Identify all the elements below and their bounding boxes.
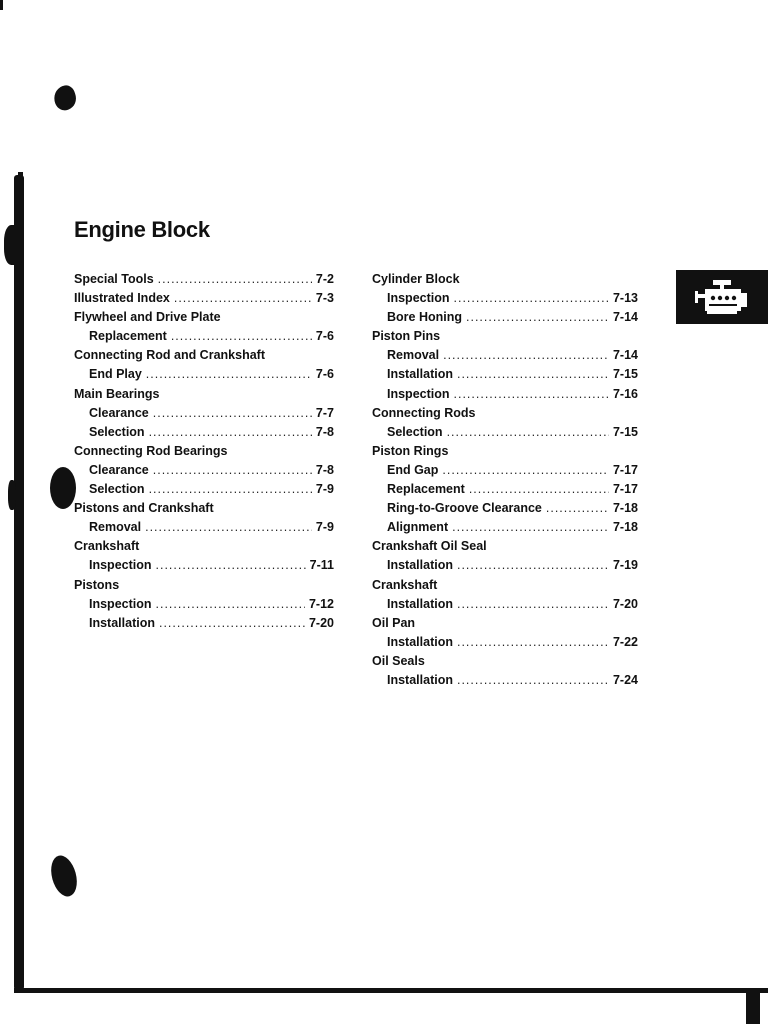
dot-leader — [158, 272, 312, 286]
toc-entry — [74, 406, 334, 425]
dot-leader — [454, 291, 609, 305]
dot-leader — [149, 425, 312, 439]
toc-entry — [74, 329, 334, 348]
toc-page-number: 7-11 — [309, 558, 334, 573]
dot-leader — [153, 463, 312, 477]
toc-entry-label: Installation — [387, 634, 453, 649]
toc-entry — [372, 635, 638, 654]
toc-page-number: 7-18 — [612, 520, 638, 535]
toc-entry-label: Installation — [387, 672, 453, 687]
toc-entry-label: Replacement — [89, 329, 167, 344]
scan-mark-corner — [0, 0, 3, 10]
toc-entry-label: Clearance — [89, 405, 149, 420]
punch-hole-bottom — [47, 853, 81, 900]
toc-entry — [372, 348, 638, 367]
toc-page-number: 7-7 — [315, 405, 334, 420]
toc-entry-label: Connecting Rods — [372, 405, 476, 420]
toc-entry-label: Pistons and Crankshaft — [74, 501, 214, 516]
binding-edge — [14, 175, 24, 990]
dot-leader — [454, 387, 609, 401]
page-title: Engine Block — [74, 217, 210, 242]
dot-leader — [457, 673, 609, 687]
dot-leader — [443, 348, 609, 362]
toc-heading — [74, 310, 334, 329]
toc-entry — [372, 558, 638, 577]
toc-page-number: 7-8 — [315, 424, 334, 439]
toc-entry-label: Connecting Rod Bearings — [74, 443, 228, 458]
toc-page-number: 7-14 — [612, 310, 638, 325]
dot-leader — [457, 367, 609, 381]
toc-page-number: 7-17 — [612, 462, 638, 477]
toc-page-number: 7-20 — [308, 615, 334, 630]
binding-edge-lump — [4, 225, 22, 265]
toc-page-number: 7-22 — [612, 634, 638, 649]
dot-leader — [156, 597, 305, 611]
section-tab — [676, 270, 768, 324]
dot-leader — [149, 482, 312, 496]
toc-entry-label: Selection — [387, 424, 443, 439]
toc-entry — [74, 616, 334, 635]
toc-page-number: 7-6 — [315, 367, 334, 382]
toc-entry-label: Clearance — [89, 462, 149, 477]
toc-page-number: 7-15 — [612, 367, 638, 382]
toc-entry-label: Connecting Rod and Crankshaft — [74, 348, 265, 363]
toc-entry — [372, 520, 638, 539]
dot-leader — [546, 501, 609, 515]
toc-entry — [372, 501, 638, 520]
toc-page-number: 7-8 — [315, 462, 334, 477]
toc-entry — [372, 367, 638, 386]
toc-heading — [372, 539, 638, 558]
toc-page-number: 7-18 — [612, 501, 638, 516]
toc-entry-label: Flywheel and Drive Plate — [74, 310, 221, 325]
toc-entry-label: Cylinder Block — [372, 272, 460, 286]
toc-entry — [74, 367, 334, 386]
dot-leader — [174, 291, 312, 305]
toc-entry — [74, 463, 334, 482]
toc-entry-label: Inspection — [387, 291, 450, 306]
engine-icon — [691, 277, 753, 317]
bottom-right-mark — [746, 990, 760, 1024]
toc-entry-label: End Play — [89, 367, 142, 382]
toc-page-number: 7-6 — [315, 329, 334, 344]
toc-heading — [74, 387, 334, 406]
toc-heading — [74, 444, 334, 463]
toc-entry-label: Selection — [89, 424, 145, 439]
toc-entry — [74, 520, 334, 539]
toc-entry-label: Installation — [387, 558, 453, 573]
dot-leader — [469, 482, 609, 496]
dot-leader — [442, 463, 609, 477]
toc-entry — [74, 597, 334, 616]
toc-page-number: 7-2 — [315, 272, 334, 286]
toc-page-number: 7-14 — [612, 348, 638, 363]
toc-entry — [372, 673, 638, 692]
toc-page-number: 7-15 — [612, 424, 638, 439]
toc-heading — [372, 654, 638, 673]
toc-page-number: 7-16 — [612, 386, 638, 401]
dot-leader — [159, 616, 305, 630]
toc-entry-label: Ring-to-Groove Clearance — [387, 501, 542, 516]
punch-hole-middle — [50, 467, 76, 509]
toc-entry-label: Main Bearings — [74, 386, 160, 401]
toc-entry-label: Pistons — [74, 577, 120, 592]
toc-heading — [74, 291, 334, 310]
dot-leader — [457, 597, 609, 611]
toc-entry — [372, 425, 638, 444]
dot-leader — [457, 635, 609, 649]
toc-heading — [74, 272, 334, 291]
toc-entry-label: Special Tools — [74, 272, 154, 286]
toc-entry-label: Crankshaft — [372, 577, 438, 592]
toc-page-number: 7-19 — [612, 558, 638, 573]
toc-entry-label: Removal — [387, 348, 440, 363]
dot-leader — [153, 406, 312, 420]
toc-entry-label: End Gap — [387, 462, 439, 477]
toc-left-column — [74, 272, 334, 635]
toc-entry-label: Inspection — [387, 386, 450, 401]
toc-entry-label: Inspection — [89, 596, 152, 611]
toc-entry-label: Oil Pan — [372, 615, 416, 630]
toc-entry-label: Replacement — [387, 482, 465, 497]
dot-leader — [452, 520, 609, 534]
toc-heading — [74, 501, 334, 520]
toc-entry — [74, 482, 334, 501]
toc-page-number: 7-24 — [612, 672, 638, 687]
toc-entry-label: Illustrated Index — [74, 291, 170, 306]
toc-entry-label: Installation — [387, 596, 453, 611]
toc-page-number: 7-9 — [315, 520, 334, 535]
dot-leader — [145, 520, 312, 534]
dot-leader — [156, 558, 306, 572]
toc-right-column — [372, 272, 638, 692]
toc-heading — [372, 444, 638, 463]
toc-heading — [372, 616, 638, 635]
toc-heading — [372, 578, 638, 597]
punch-hole-top — [51, 83, 80, 113]
toc-page-number: 7-3 — [315, 291, 334, 306]
dot-leader — [171, 329, 312, 343]
toc-entry — [74, 558, 334, 577]
toc-heading — [74, 348, 334, 367]
toc-entry-label: Removal — [89, 520, 142, 535]
toc-entry-label: Selection — [89, 482, 145, 497]
toc-page-number: 7-20 — [612, 596, 638, 611]
toc-entry-label: Piston Pins — [372, 329, 441, 344]
toc-entry-label: Alignment — [387, 520, 449, 535]
binding-edge-top — [18, 172, 23, 182]
toc-page-number: 7-12 — [308, 596, 334, 611]
toc-entry — [372, 291, 638, 310]
toc-heading — [74, 539, 334, 558]
bottom-edge — [14, 988, 768, 993]
toc-entry-label: Oil Seals — [372, 653, 425, 668]
binding-edge-lump-lower — [8, 480, 16, 510]
toc-entry — [372, 387, 638, 406]
toc-entry — [372, 310, 638, 329]
toc-page-number: 7-13 — [612, 291, 638, 306]
toc-page-number: 7-9 — [315, 482, 334, 497]
toc-heading — [372, 329, 638, 348]
toc-entry — [372, 463, 638, 482]
toc-entry — [372, 597, 638, 616]
toc-heading — [372, 272, 638, 291]
dot-leader — [457, 558, 609, 572]
dot-leader — [447, 425, 609, 439]
toc-entry-label: Bore Honing — [387, 310, 462, 325]
toc-entry-label: Crankshaft — [74, 539, 140, 554]
toc-entry-label: Inspection — [89, 558, 152, 573]
toc-entry-label: Installation — [89, 615, 155, 630]
toc-entry — [74, 425, 334, 444]
dot-leader — [146, 367, 312, 381]
toc-entry-label: Installation — [387, 367, 453, 382]
dot-leader — [466, 310, 609, 324]
toc-entry-label: Crankshaft Oil Seal — [372, 539, 487, 554]
toc-heading — [74, 578, 334, 597]
toc-entry-label: Piston Rings — [372, 443, 449, 458]
toc-entry — [372, 482, 638, 501]
toc-heading — [372, 406, 638, 425]
toc-page-number: 7-17 — [612, 482, 638, 497]
